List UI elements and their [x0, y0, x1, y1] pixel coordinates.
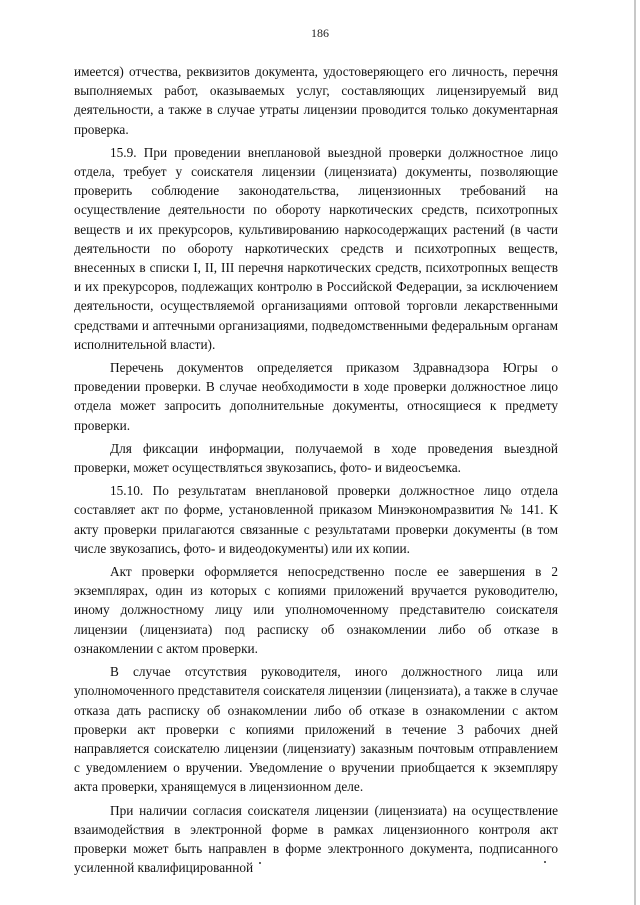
- paragraph-15-10: 15.10. По результатам внеплановой проверки должностное лицо отдела составляет акт по форме, установленной приказом Минэкономразвития № 141. К акту проверки прилагаются связанные с результатами проверки документы (в том числе звукозапись, фото- и видеодокументы) или их копии.: [74, 483, 558, 556]
- paragraph-continuation: имеется) отчества, реквизитов документа, удостоверяющего его личность, перечня выполняемых работ, оказываемых услуг, составляющих лицензируемый вид деятельности, а также в случае утраты лицензии проводится только документарная проверка.: [74, 64, 558, 137]
- paragraph-recording: Для фиксации информации, получаемой в ходе проведения выездной проверки, может осуществляться звукозапись, фото- и видеосъемка.: [74, 440, 558, 476]
- paragraph-15-9: 15.9. При проведении внеплановой выездной проверки должностное лицо отдела, требует у соискателя лицензии (лицензиата) документы, позволяющие проверить соблюдение законодательства, лицензионных требований на осуществление деятельности по обороту наркотических средств, психотропных веществ и их прекурсоров, культивированию наркосодержащих растений (в части деятельности по обороту наркотических средств и психотропных веществ, внесенных в списки I, II, III перечня наркотических средств, психотропных веществ и их прекурсоров, подлежащих контролю в Российской Федерации, за исключением деятельности, осуществляемой организациями оптовой торговли лекарственными средствами и аптечными организациями, подведомственными федеральным органам исполнительной власти).: [74, 144, 558, 352]
- scan-speck: [544, 861, 546, 863]
- scan-edge-line: [634, 0, 636, 905]
- paragraph-electronic: При наличии согласия соискателя лицензии (лицензиата) на осуществление взаимодействия в электронной форме в рамках лицензионного контроля акт проверки может быть направлен в форме электронного документа, подписанного усиленной квалифицированной: [74, 802, 558, 876]
- scan-speck: [259, 862, 261, 864]
- paragraph-document-list: Перечень документов определяется приказом Здравнадзора Югры о проведении проверки. В случае необходимости в ходе проверки должностное лицо отдела может запросить дополнительные документы, относящиеся к предмету проверки.: [74, 360, 558, 433]
- page-number: 186: [311, 26, 329, 40]
- paragraph-act-delivery: Акт проверки оформляется непосредственно после ее завершения в 2 экземплярах, один из которых с копиями приложений вручается руководителю, иному должностному лицу или уполномоченному представителю соискателя лицензии (лицензиата) под расписку об ознакомлении либо об отказе в ознакомлении с актом проверки.: [74, 564, 558, 656]
- document-body: [74, 62, 558, 881]
- paragraph-absence: В случае отсутствия руководителя, иного должностного лица или уполномоченного представителя соискателя лицензии (лицензиата), а также в случае отказа дать расписку об ознакомлении либо об отказе в ознакомлении с актом проверки акт проверки с копиями приложений в течение 3 рабочих дней направляется соискателю лицензии (лицензиату) заказным почтовым отправлением с уведомлением о вручении. Уведомление о вручении приобщается к экземпляру акта проверки, хранящемуся в лицензионном деле.: [74, 664, 558, 795]
